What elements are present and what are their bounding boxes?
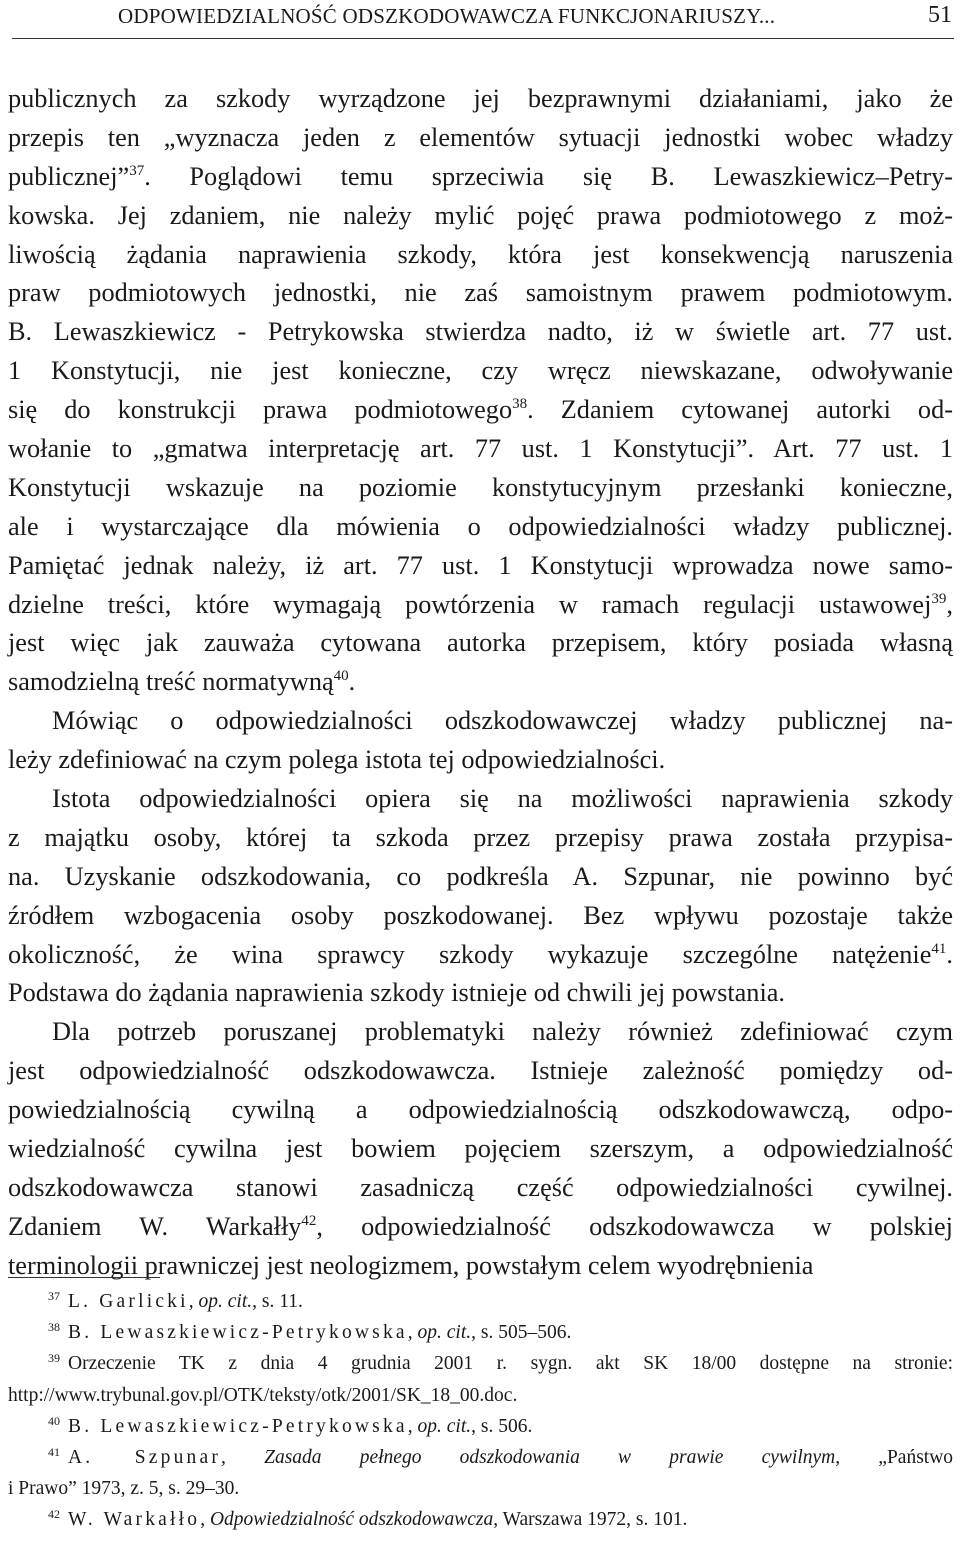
line-text: publicznych za szkody wyrządzone jej bezprawnymi działaniami, jako że (8, 84, 953, 113)
text-line (8, 1247, 953, 1286)
footnote-rest: , Warszawa 1972, s. 101. (493, 1509, 688, 1531)
footnote-author: W. Warkałło (68, 1509, 201, 1531)
text-line (8, 1013, 953, 1052)
text-line (8, 1208, 953, 1247)
footnote-title: Odpowiedzialność odszkodowawcza (209, 1509, 494, 1531)
footnote-separator-text: , (221, 1446, 265, 1468)
line-text: ale i wystarczające dla mówienia o odpowiedzialności władzy publicznej. (8, 511, 953, 541)
footnote (8, 1504, 953, 1535)
footnote-rest: , s. 506. (471, 1415, 533, 1437)
footnote-ref: 42 (301, 1212, 317, 1229)
text-line (8, 702, 953, 741)
line-text: publicznej” (8, 161, 130, 191)
footnote-separator-text: , (407, 1322, 418, 1344)
text-line (8, 780, 953, 819)
line-text: liwością żądania naprawienia szkody, która jest konsekwencją naruszenia (8, 239, 953, 269)
footnote-separator-text: , (188, 1291, 199, 1312)
page-number: 51 (928, 2, 952, 28)
footnote-text (68, 1291, 303, 1312)
line-text: Mówiąc o odpowiedzialności odszkodowawczej władzy publicznej na- (52, 706, 953, 736)
footnote-rest: , s. 505–506. (471, 1322, 572, 1344)
text-line (8, 313, 953, 352)
line-text: terminologii prawniczej jest neologizmem, powstałym celem wyodrębnienia (8, 1250, 814, 1280)
footnote-continuation: i Prawo” 1973, z. 5, s. 29–30. (8, 1478, 240, 1500)
footnote-text (68, 1447, 953, 1468)
line-text: wołanie to „gmatwa interpretację art. 77 ust. 1 Konstytucji”. Art. 77 ust. 1 (8, 434, 953, 464)
line-text: leży zdefiniować na czym polega istota tej odpowiedzialności. (8, 745, 666, 775)
footnote-title: op. cit. (417, 1415, 472, 1437)
text-line (8, 352, 953, 391)
footnote-number: 39 (48, 1351, 60, 1366)
footnote-rest: , s. 11. (252, 1291, 303, 1312)
footnote-text (68, 1509, 687, 1530)
line-text: okoliczność, że wina sprawcy szkody wykazuje szczególne natężenie (8, 939, 932, 969)
footnote-author: B. Lewaszkiewicz-Petrykowska (68, 1322, 408, 1344)
footnote-author: B. Lewaszkiewicz-Petrykowska (68, 1415, 408, 1437)
body-text (8, 80, 953, 1286)
text-line (8, 80, 953, 119)
text-line (8, 897, 953, 936)
footnote (8, 1348, 953, 1379)
footnote-title: op. cit. (198, 1291, 253, 1312)
text-line (8, 508, 953, 547)
line-text: na. Uzyskanie odszkodowania, co podkreśla A. Szpunar, nie powinno być (8, 861, 953, 891)
text-line (8, 158, 953, 197)
line-text: przepis ten „wyznacza jeden z elementów sytuacji jednostki wobec władzy (8, 122, 953, 152)
footnote-separator-text: , (407, 1415, 418, 1437)
footnote (8, 1442, 953, 1473)
line-text: odszkodowawcza stanowi zasadniczą część odpowiedzialności cywilnej. (8, 1172, 953, 1202)
line-text: Konstytucji wskazuje na poziomie konstytucyjnym przesłanki konieczne, (8, 472, 953, 502)
line-text: 1 Konstytucji, nie jest konieczne, czy wręcz niewskazane, odwoływanie (8, 356, 953, 386)
line-text: B. Lewaszkiewicz - Petrykowska stwierdza nadto, iż w świetle art. 77 ust. (8, 317, 953, 347)
footnote-author: L. Garlicki (68, 1291, 189, 1312)
footnote-ref: 38 (512, 396, 528, 413)
text-line (8, 430, 953, 469)
line-text: się do konstrukcji prawa podmiotowego (8, 395, 513, 425)
text-line (8, 197, 953, 236)
footnote-number: 41 (48, 1444, 60, 1459)
footnote-separator (8, 1277, 160, 1278)
line-text: Istota odpowiedzialności opiera się na możliwości naprawienia szkody (52, 784, 953, 814)
text-line (8, 936, 953, 975)
text-line (8, 974, 953, 1013)
line-text-continued: . (946, 939, 953, 969)
line-text: Zdaniem W. Warkałły (8, 1211, 302, 1241)
line-text: Dla potrzeb poruszanej problematyki należy również zdefiniować czym (52, 1017, 953, 1047)
footnote-text (68, 1416, 532, 1437)
text-line (8, 391, 953, 430)
footnote (8, 1411, 953, 1442)
footnote-text (68, 1353, 953, 1374)
footnote-ref: 37 (129, 162, 145, 179)
footnote-rest: , „Państwo (835, 1446, 954, 1468)
text-line (8, 274, 953, 313)
line-text: jest odpowiedzialność odszkodowawcza. Istnieje zależność pomiędzy od- (8, 1056, 953, 1086)
line-text: wiedzialność cywilna jest bowiem pojęciem szerszym, a odpowiedzialność (8, 1134, 953, 1164)
text-line (8, 624, 953, 663)
line-text-continued: . Poglądowi temu sprzeciwia się B. Lewaszkiewicz–Petry- (144, 161, 953, 191)
text-line (8, 858, 953, 897)
text-line (8, 1169, 953, 1208)
text-line (8, 547, 953, 586)
line-text: dzielne treści, które wymagają powtórzenia w ramach regulacji ustawowej (8, 589, 932, 619)
footnote-title: op. cit. (417, 1322, 472, 1344)
footnote (8, 1286, 953, 1317)
text-line (8, 586, 953, 625)
line-text: jest więc jak zauważa cytowana autorka przepisem, który posiada własną (8, 628, 953, 658)
text-line (8, 1130, 953, 1169)
text-line (8, 1091, 953, 1130)
line-text: kowska. Jej zdaniem, nie należy mylić pojęć prawa podmiotowego z moż- (8, 200, 953, 230)
line-text: z majątku osoby, której ta szkoda przez przepisy prawa została przypisa- (8, 822, 953, 852)
footnote-number: 37 (48, 1289, 60, 1303)
text-line (8, 663, 953, 702)
footnote-author: A. Szpunar (68, 1446, 222, 1468)
text-line (8, 469, 953, 508)
footnote-separator-text: , (200, 1509, 210, 1531)
footnote-number: 38 (48, 1320, 60, 1335)
footnote-ref: 41 (931, 940, 947, 957)
text-line (8, 741, 953, 780)
line-text-continued: . Zdaniem cytowanej autorki od- (527, 395, 953, 425)
footnotes (8, 1286, 953, 1536)
footnote-number: 42 (48, 1507, 60, 1522)
footnote-rest: Orzeczenie TK z dnia 4 grudnia 2001 r. sygn. akt SK 18/00 dostępne na stronie: (68, 1353, 953, 1375)
line-text: samodzielną treść normatywną (8, 667, 334, 697)
footnote (8, 1317, 953, 1348)
text-line (8, 819, 953, 858)
text-line (8, 236, 953, 275)
footnote-text (68, 1322, 571, 1343)
line-text-continued: , odpowiedzialność odszkodowawcza w polskiej (316, 1211, 953, 1241)
running-header-title: ODPOWIEDZIALNOŚĆ ODSZKODOWAWCZA FUNKCJONARIUSZY... (118, 4, 776, 28)
footnote-continuation: http://www.trybunal.gov.pl/OTK/teksty/otk/2001/SK_18_00.doc. (8, 1384, 518, 1406)
text-line (8, 119, 953, 158)
running-header (12, 0, 954, 39)
line-text: powiedzialnością cywilną a odpowiedzialnością odszkodowawczą, odpo- (8, 1095, 953, 1125)
line-text: Pamiętać jednak należy, iż art. 77 ust. 1 Konstytucji wprowadza nowe samo- (8, 550, 953, 580)
line-text: Podstawa do żądania naprawienia szkody istnieje od chwili jej powstania. (8, 978, 786, 1008)
footnote-ref: 40 (333, 668, 349, 685)
text-line (8, 1052, 953, 1091)
line-text: źródłem wzbogacenia osoby poszkodowanej. Bez wpływu pozostaje także (8, 900, 953, 930)
footnote-number: 40 (48, 1413, 60, 1428)
footnote-title: Zasada pełnego odszkodowania w prawie cywilnym (264, 1446, 836, 1468)
line-text-continued: , (946, 589, 953, 619)
line-text-continued: . (348, 667, 356, 697)
footnote-ref: 39 (931, 590, 947, 607)
line-text: praw podmiotowych jednostki, nie zaś samoistnym prawem podmiotowym. (8, 278, 953, 308)
